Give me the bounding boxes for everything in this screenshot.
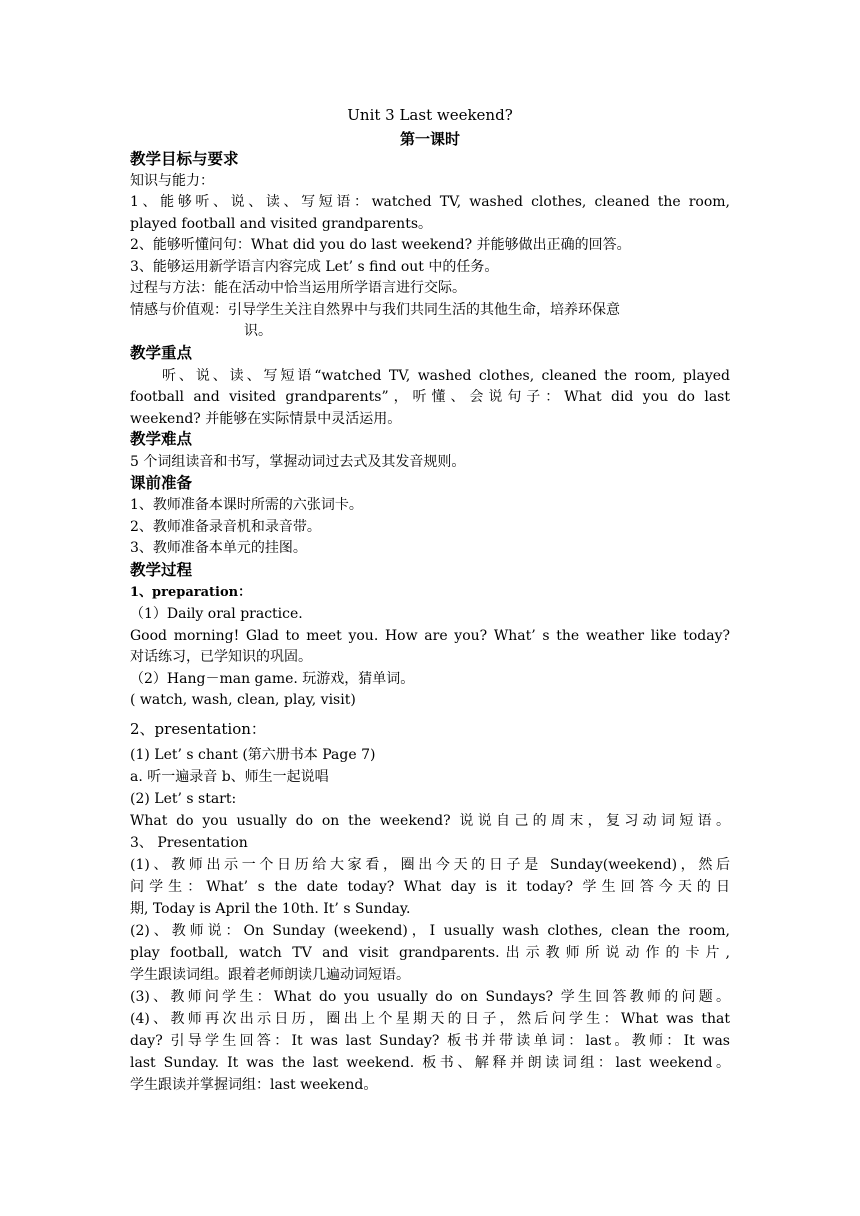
step2-line-1: (1) Let’ s chant (第六册书本 Page 7) (130, 747, 376, 763)
step2-line-16: 学生跟读并掌握词组：last weekend。 (130, 1077, 378, 1093)
goals-heading: 教学目标与要求 (130, 149, 239, 168)
step2-line-12: (3)、教师问学生：What do you usually do on Sundays? 学生回答教师的问题。 (130, 989, 730, 1005)
step1-line-4: （2）Hang－man game. 玩游戏，猜单词。 (130, 671, 415, 687)
step2-line-3: (2) Let’ s start: (130, 791, 237, 807)
process-method: 过程与方法：能在活动中恰当运用所学语言进行交际。 (130, 280, 466, 296)
difficulty-heading: 教学难点 (130, 429, 193, 448)
step2-line-15: last Sunday. It was the last weekend. 板书、解释并朗读词组：last weekend。 (130, 1055, 730, 1071)
step2-line-14: day? 引导学生回答：It was last Sunday? 板书并带读单词：last。教师：It was (130, 1033, 730, 1049)
step1-line-3: 对话练习，已学知识的巩固。 (130, 649, 312, 665)
step2-line-9: (2)、教师说：On Sunday (weekend)，I usually wash clothes, clean the room, (130, 923, 730, 939)
focus-heading: 教学重点 (130, 343, 193, 362)
page-title: Unit 3 Last weekend? (347, 106, 513, 124)
step2-line-4: What do you usually do on the weekend? 说说自己的周末，复习动词短语。 (130, 813, 730, 829)
goal-item-2: 2、能够听懂问句：What did you do last weekend? 并能够做出正确的回答。 (130, 237, 631, 253)
step2-line-5: 3、 Presentation (130, 835, 248, 851)
focus-line-2: football and visited grandparents”，听懂、会说句子：What did you do last (130, 389, 730, 405)
knowledge-label: 知识与能力： (130, 173, 214, 189)
difficulty-text: 5 个词组读音和书写，掌握动词过去式及其发音规则。 (130, 454, 466, 470)
goal-item-3: 3、能够运用新学语言内容完成 Let’ s find out 中的任务。 (130, 259, 499, 275)
goal-item-1-cont: played football and visited grandparents。 (130, 216, 433, 232)
process-heading: 教学过程 (130, 560, 193, 579)
prep-item-1: 1、教师准备本课时所需的六张词卡。 (130, 497, 363, 513)
step2-line-13: (4)、教师再次出示日历，圈出上个星期天的日子，然后问学生：What was that (130, 1011, 730, 1027)
focus-line-3: weekend? 并能够在实际情景中灵活运用。 (130, 411, 402, 427)
prep-item-3: 3、教师准备本单元的挂图。 (130, 540, 307, 556)
step2-line-11: 学生跟读词组。跟着老师朗读几遍动词短语。 (130, 967, 410, 983)
step2-label: 2、presentation： (130, 720, 266, 738)
step2-line-2: a. 听一遍录音 b、师生一起说唱 (130, 769, 329, 785)
step2-line-10: play football, watch TV and visit grandparents.出示教师所说动作的卡片, (130, 945, 730, 961)
focus-line-1: 听、说、读、写短语“watched TV, washed clothes, cleaned the room, played (162, 368, 730, 384)
prep-item-2: 2、教师准备录音机和录音带。 (130, 519, 321, 535)
emotion-values-cont: 识。 (244, 323, 272, 339)
step2-line-6: (1)、教师出示一个日历给大家看，圈出今天的日子是 Sunday(weekend)，然后 (130, 857, 730, 873)
step2-line-7: 问学生：What’ s the date today? What day is it today? 学生回答今天的日 (130, 879, 730, 895)
emotion-values: 情感与价值观：引导学生关注自然界中与我们共同生活的其他生命，培养环保意 (130, 302, 620, 318)
step1-line-1: （1）Daily oral practice. (130, 606, 303, 622)
page-subtitle: 第一课时 (399, 130, 460, 148)
step1-label: 1、preparation： (130, 585, 252, 600)
step2-line-8: 期, Today is April the 10th. It’ s Sunday. (130, 901, 411, 917)
step1-line-5: ( watch, wash, clean, play, visit) (130, 692, 356, 708)
step1-line-2: Good morning! Glad to meet you. How are you? What’ s the weather like today? (130, 628, 730, 644)
goal-item-1: 1、能够听、说、读、写短语：watched TV, washed clothes, cleaned the room, (130, 194, 730, 210)
prep-heading: 课前准备 (130, 473, 193, 492)
